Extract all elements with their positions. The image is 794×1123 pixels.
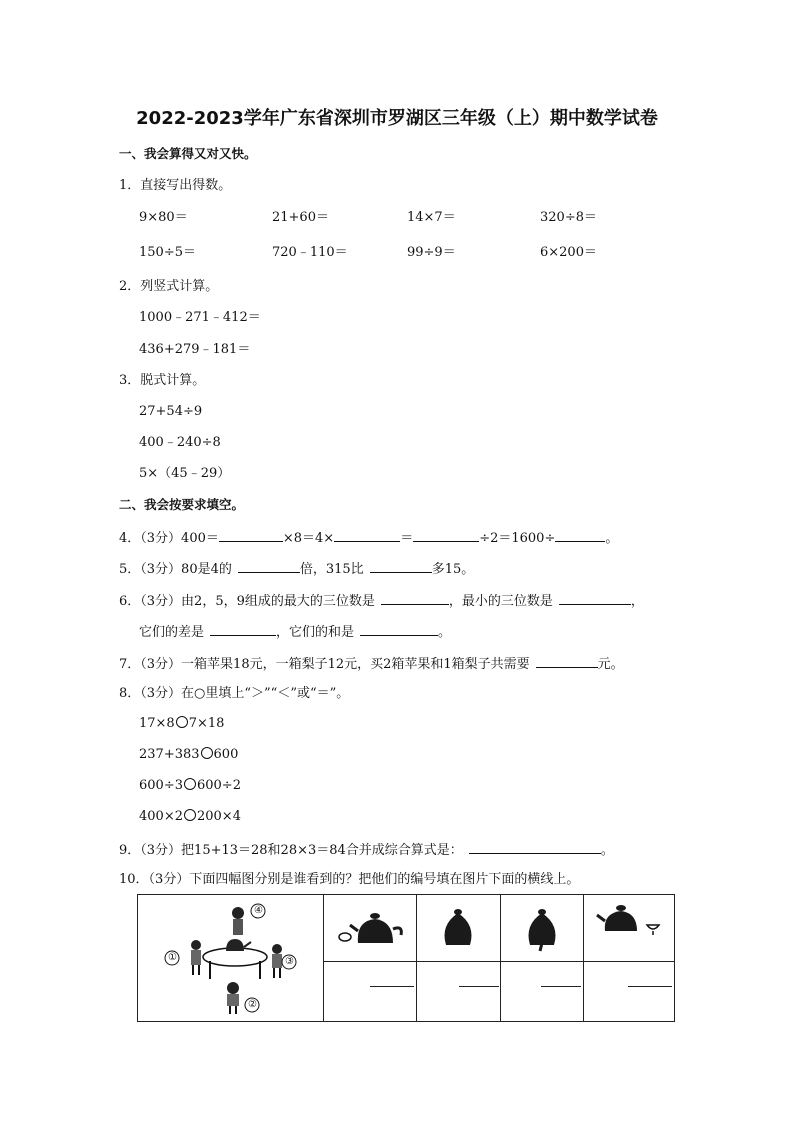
compare-circle[interactable] (176, 716, 188, 728)
q1-item: 720﹣110＝ (272, 245, 348, 260)
compare-circle[interactable] (201, 747, 213, 759)
q2-label: 2．列竖式计算。 (119, 279, 219, 294)
q1-item: 9×80＝ (139, 210, 188, 225)
q10-picture-table (137, 894, 675, 1022)
answer-blank[interactable] (238, 560, 300, 573)
q1-item: 6×200＝ (540, 245, 597, 260)
section-1-heading: 一、我会算得又对又快。 (119, 146, 257, 161)
answer-blank[interactable] (360, 623, 438, 636)
marker-4: ④ (254, 905, 263, 916)
marker-2: ② (248, 999, 257, 1010)
answer-blank[interactable] (219, 529, 283, 542)
q1-item: 320÷8＝ (540, 210, 597, 225)
q9-line: 9．（3分）把15+13＝28和28×3＝84合并成综合算式是： 。 (119, 843, 614, 858)
q3-item: 27+54÷9 (139, 404, 203, 419)
answer-blank[interactable] (469, 841, 601, 854)
q1-item: 14×7＝ (407, 210, 456, 225)
q6-line-2: 它们的差是 ，它们的和是 。 (139, 625, 452, 640)
q4-line: 4．（3分）400＝ ×8＝4× ＝ ÷2＝1600÷ 。 (119, 531, 619, 546)
answer-blank[interactable] (381, 592, 449, 605)
q8-item: 400×2 200×4 (139, 809, 241, 824)
table-scene-illustration (138, 895, 323, 1021)
q6-line: 6．（3分）由2，5，9组成的最大的三位数是 ，最小的三位数是 ， (119, 594, 644, 609)
marker-1: ① (168, 952, 177, 963)
q5-line: 5．（3分）80是4的 倍，315比 多15。 (119, 562, 475, 577)
q1-item: 150÷5＝ (139, 245, 196, 260)
q2-item: 436+279﹣181＝ (139, 342, 251, 357)
q1-item: 99÷9＝ (407, 245, 456, 260)
compare-circle[interactable] (184, 809, 196, 821)
q3-item: 5×（45﹣29） (139, 466, 231, 481)
q2-item: 1000﹣271﹣412＝ (139, 310, 261, 325)
answer-blank[interactable] (210, 623, 276, 636)
answer-blank[interactable] (370, 560, 432, 573)
q8-label: 8．（3分）在○里填上“＞”“＜”或“＝”。 (119, 686, 350, 701)
marker-3: ③ (285, 956, 294, 967)
answer-blank[interactable] (334, 529, 400, 542)
teapot-side-view-icon (323, 895, 416, 961)
q1-label: 1．直接写出得数。 (119, 178, 232, 193)
q8-item: 17×8 7×18 (139, 716, 225, 731)
teapot-spout-view-icon (500, 895, 583, 961)
compare-circle[interactable] (184, 778, 196, 790)
answer-blank[interactable] (559, 592, 631, 605)
section-2-heading: 二、我会按要求填空。 (119, 497, 245, 512)
q7-line: 7．（3分）一箱苹果18元，一箱梨子12元，买2箱苹果和1箱梨子共需要 元。 (119, 657, 624, 672)
teapot-front-view-icon (416, 895, 500, 961)
q10-label: 10．（3分）下面四幅图分别是谁看到的？把他们的编号填在图片下面的横线上。 (119, 872, 580, 887)
teapot-reverse-view-icon (583, 895, 674, 961)
q1-item: 21+60＝ (272, 210, 329, 225)
answer-line-1[interactable] (370, 986, 414, 987)
answer-line-3[interactable] (541, 986, 581, 987)
q8-item: 600÷3 600÷2 (139, 778, 241, 793)
q3-item: 400﹣240÷8 (139, 435, 221, 450)
answer-blank[interactable] (413, 529, 479, 542)
q8-item: 237+383 600 (139, 747, 239, 762)
answer-line-2[interactable] (459, 986, 499, 987)
answer-line-4[interactable] (628, 986, 672, 987)
answer-blank[interactable] (536, 655, 598, 668)
answer-blank[interactable] (555, 529, 605, 542)
page-title: 2022-2023学年广东省深圳市罗湖区三年级（上）期中数学试卷 (136, 108, 658, 129)
q3-label: 3．脱式计算。 (119, 373, 206, 388)
